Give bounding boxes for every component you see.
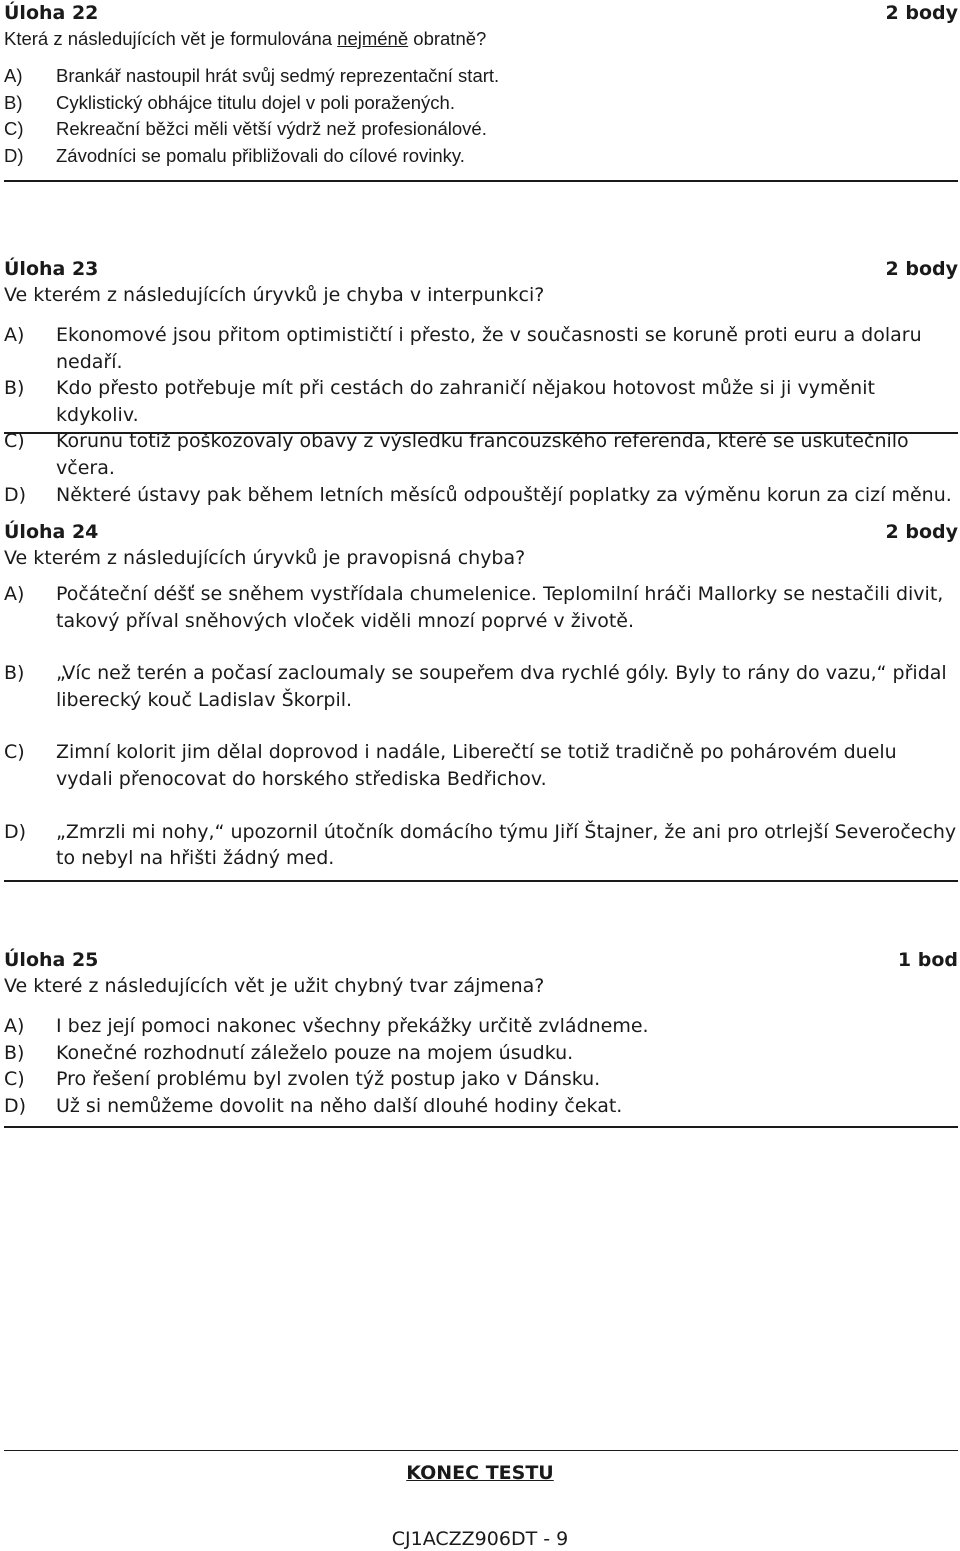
option-letter: D): [4, 144, 24, 166]
option-c: [4, 1066, 958, 1093]
option-d: [4, 143, 958, 170]
task-title: Úloha 24: [4, 521, 99, 543]
option-b: [4, 375, 958, 428]
answer-options: [4, 63, 958, 169]
task-title: Úloha 25: [4, 949, 99, 971]
task-points: 2 body: [885, 258, 958, 280]
option-d: [4, 819, 958, 872]
option-text: I bez její pomoci nakonec všechny překážky určitě zvládneme.: [56, 1015, 649, 1037]
option-b: [4, 90, 958, 117]
option-letter: D): [4, 1094, 27, 1117]
answer-options: [4, 581, 958, 872]
option-a: [4, 1013, 958, 1040]
option-text: Cyklistický obhájce titulu dojel v poli poražených.: [56, 91, 455, 113]
option-text: Zimní kolorit jim dělal doprovod i nadále, Liberečtí se totiž tradičně po pohárovém duelu vydali přenocovat do horského střediska Bedřichov.: [56, 741, 897, 790]
option-a: [4, 322, 958, 375]
option-text: Počáteční déšť se sněhem vystřídala chumelenice. Teplomilní hráči Mallorky se nestačili divit, takový příval sněhových vloček viděli mnozí poprvé v životě.: [56, 583, 944, 632]
option-d: [4, 482, 958, 509]
question-text-part: Která z následujících vět je formulována: [4, 28, 338, 49]
page-code: CJ1ACZZ906DT - 9: [391, 1528, 569, 1550]
option-c: [4, 739, 958, 792]
option-text: Závodníci se pomalu přibližovali do cílové rovinky.: [56, 144, 465, 166]
option-letter: C): [4, 118, 24, 140]
divider: [4, 180, 958, 182]
task-22: [4, 0, 958, 169]
option-c: [4, 428, 958, 481]
task-question: Ve kterém z následujících úryvků je pravopisná chyba?: [4, 547, 526, 569]
option-letter: B): [4, 91, 23, 113]
divider: [4, 1126, 958, 1128]
option-text: Kdo přesto potřebuje mít při cestách do zahraničí nějakou hotovost může si ji vyměnit kdykoliv.: [56, 377, 875, 426]
option-letter: C): [4, 430, 25, 453]
option-text: Rekreační běžci měli větší výdrž než profesionálové.: [56, 118, 487, 140]
option-c: [4, 116, 958, 143]
option-letter: C): [4, 741, 25, 764]
task-title: Úloha 22: [4, 2, 99, 24]
option-text: Některé ústavy pak během letních měsíců odpouštějí poplatky za výměnu korun za cizí měnu.: [56, 483, 952, 506]
option-d: [4, 1093, 958, 1120]
option-letter: D): [4, 483, 27, 506]
task-header: [4, 519, 958, 545]
option-text: Už si nemůžeme dovolit na něho další dlouhé hodiny čekat.: [56, 1094, 623, 1117]
task-points: 2 body: [885, 521, 958, 543]
option-text: Ekonomové jsou přitom optimističtí i přesto, že v současnosti se koruně proti euru a dolaru nedaří.: [56, 324, 922, 373]
task-points: 1 bod: [897, 949, 958, 971]
divider: [4, 432, 958, 434]
option-text: „Víc než terén a počasí zacloumaly se soupeřem dva rychlé góly. Byly to rány do vazu,“ přidal liberecký kouč Ladislav Škorpil.: [56, 662, 947, 711]
option-letter: A): [4, 583, 25, 605]
task-question: Ve které z následujících vět je užit chybný tvar zájmena?: [4, 975, 545, 997]
option-text: Korunu totiž poškozovaly obavy z výsledku francouzského referenda, které se uskutečnilo včera.: [56, 430, 909, 479]
task-header: [4, 256, 958, 282]
option-a: [4, 63, 958, 90]
option-letter: D): [4, 820, 27, 843]
task-25: [4, 947, 958, 1119]
option-b: [4, 1040, 958, 1067]
option-text: Brankář nastoupil hrát svůj sedmý reprezentační start.: [56, 65, 500, 86]
option-letter: A): [4, 324, 25, 346]
task-title: Úloha 23: [4, 258, 99, 280]
option-text: „Zmrzli mi nohy,“ upozornil útočník domácího týmu Jiří Štajner, že ani pro otrlejší Severočechy to nebyl na hřišti žádný med.: [56, 820, 957, 870]
option-letter: B): [4, 377, 25, 400]
task-24: [4, 519, 958, 872]
task-header: [4, 947, 958, 973]
option-a: [4, 581, 958, 634]
option-letter: C): [4, 1068, 25, 1091]
task-points: 2 body: [885, 2, 958, 24]
question-underlined-word: nejméně: [337, 28, 409, 49]
task-header: [4, 0, 958, 26]
footer-divider: [4, 1450, 958, 1451]
task-question: Ve kterém z následujících úryvků je chyba v interpunkci?: [4, 284, 545, 306]
task-23: [4, 256, 958, 508]
option-b: [4, 660, 958, 713]
answer-options: [4, 1013, 958, 1119]
option-text: Pro řešení problému byl zvolen týž postup jako v Dánsku.: [56, 1068, 601, 1091]
option-text: Konečné rozhodnutí záleželo pouze na mojem úsudku.: [56, 1041, 574, 1064]
option-letter: A): [4, 65, 23, 86]
divider: [4, 880, 958, 882]
option-letter: A): [4, 1015, 25, 1037]
task-question: [4, 26, 958, 52]
option-letter: B): [4, 662, 25, 685]
question-text-part: obratně?: [408, 28, 487, 49]
answer-options: [4, 322, 958, 508]
end-of-test-label: KONEC TESTU: [406, 1462, 554, 1484]
option-letter: B): [4, 1041, 25, 1064]
